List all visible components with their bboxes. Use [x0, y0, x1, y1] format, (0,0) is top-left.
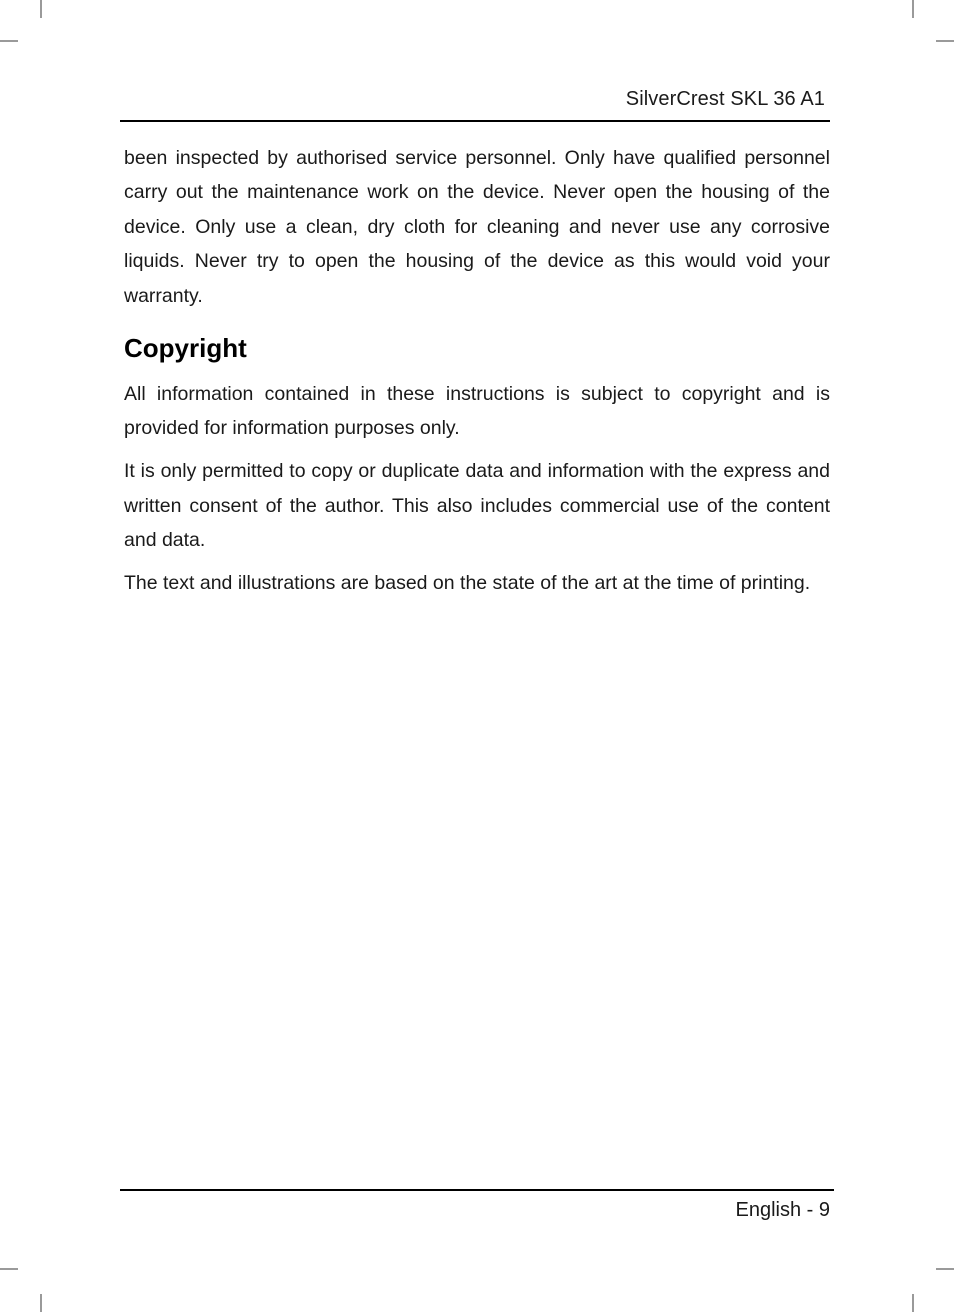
copyright-paragraph-1: All information contained in these instructions is subject to copyright and is provided for information purposes only.	[124, 383, 830, 440]
page-content	[124, 141, 830, 600]
crop-mark-top-right	[912, 0, 914, 18]
crop-mark-top-left	[40, 0, 42, 18]
crop-mark-left-top	[0, 40, 18, 42]
crop-mark-right-top	[936, 40, 954, 42]
section-heading-copyright: Copyright	[124, 333, 247, 364]
crop-mark-right-bottom	[936, 1268, 954, 1270]
crop-mark-left-bottom	[0, 1268, 18, 1270]
crop-mark-bottom-left	[40, 1294, 42, 1312]
footer-rule	[120, 1189, 834, 1191]
intro-paragraph: been inspected by authorised service personnel. Only have qualified personnel carry out the maintenance work on the device. Never open the housing of the device. Only use a clean, dry cloth for cleaning and never use any corrosive liquids. Never try to open the housing of the device as this would void your warranty.	[124, 147, 830, 307]
page-number: English - 9	[735, 1199, 830, 1221]
crop-mark-bottom-right	[912, 1294, 914, 1312]
header-rule	[120, 120, 830, 122]
copyright-paragraph-2: It is only permitted to copy or duplicate data and information with the express and written consent of the author. This also includes commercial use of the content and data.	[124, 460, 830, 552]
running-header-title: SilverCrest SKL 36 A1	[625, 88, 825, 110]
copyright-paragraph-3: The text and illustrations are based on the state of the art at the time of printing.	[124, 572, 811, 595]
